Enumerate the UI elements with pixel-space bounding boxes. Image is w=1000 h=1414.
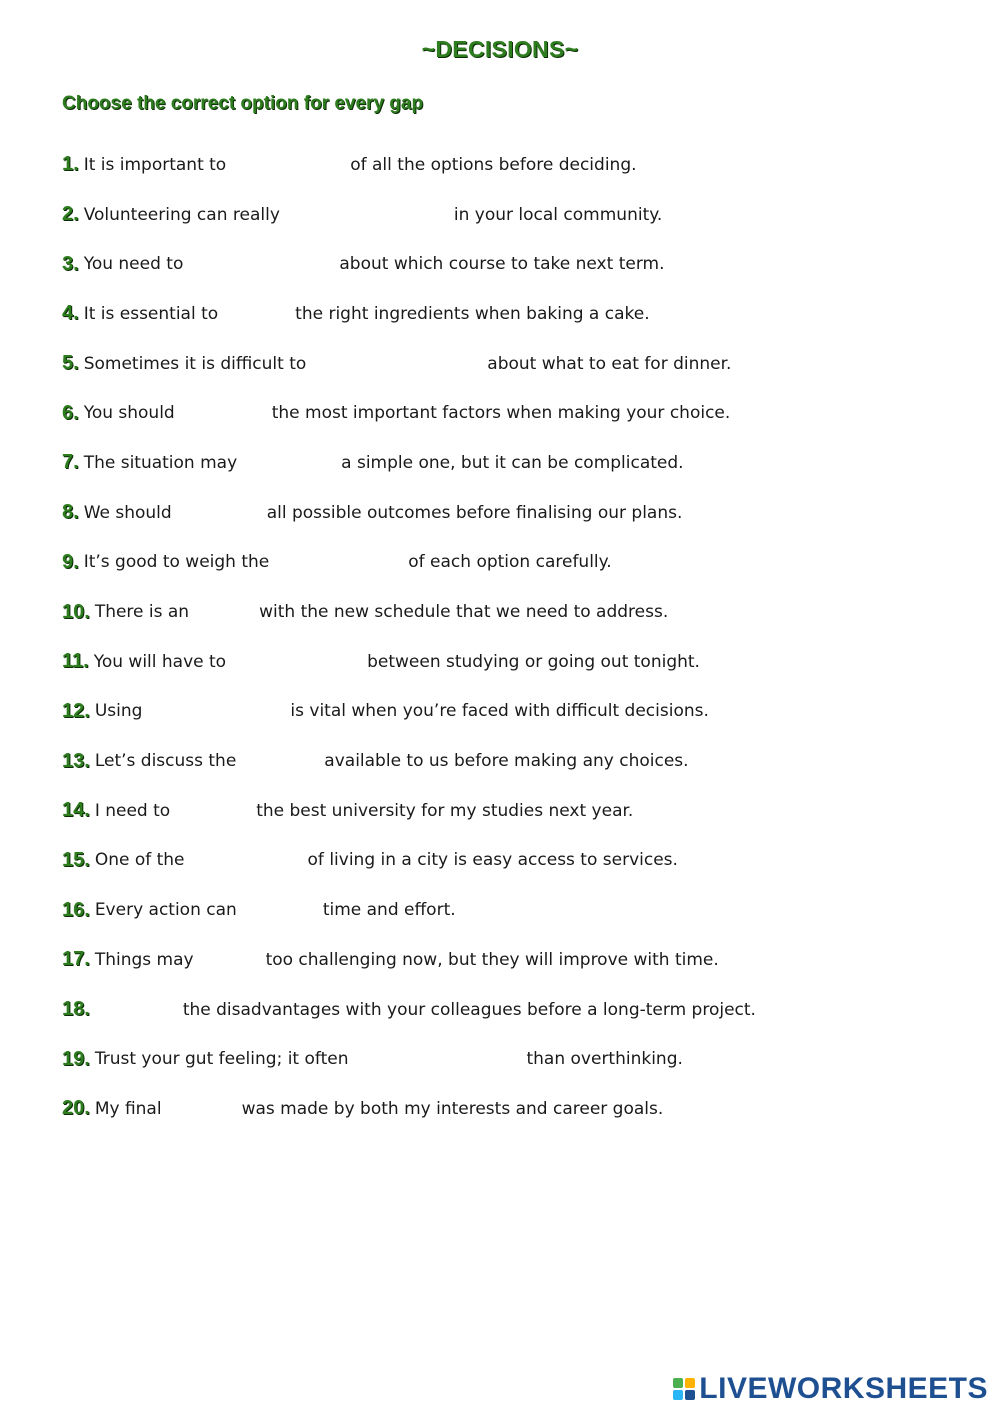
answer-gap[interactable] <box>142 701 290 721</box>
question-item <box>62 687 962 737</box>
question-text-after: of each option carefully. <box>408 552 612 573</box>
worksheet-title: ~DECISIONS~ <box>421 36 579 62</box>
question-number: 11. <box>62 650 89 673</box>
question-text-after: between studying or going out tonight. <box>367 651 700 672</box>
logo-text: LIVEWORKSHEETS <box>699 1372 988 1405</box>
question-item <box>62 140 962 190</box>
question-item <box>62 836 962 886</box>
question-text-after: the best university for my studies next year. <box>256 800 634 821</box>
question-number: 18. <box>62 998 90 1021</box>
question-text-before: One of the <box>94 850 185 871</box>
answer-gap[interactable] <box>175 403 272 423</box>
question-item <box>62 786 962 836</box>
question-text-before: I need to <box>94 800 171 821</box>
question-text-after: too challenging now, but they will improve with time. <box>265 949 719 970</box>
question-text-before: The situation may <box>83 452 238 473</box>
question-text-after: about what to eat for dinner. <box>487 353 732 374</box>
question-number: 6. <box>62 401 79 424</box>
question-text-after: about which course to take next term. <box>339 254 665 275</box>
question-text-before: You need to <box>83 254 184 275</box>
question-number: 10. <box>62 600 90 623</box>
question-text-before: It’s good to weigh the <box>83 552 270 573</box>
question-text-after: with the new schedule that we need to address. <box>259 602 669 623</box>
question-number: 2. <box>62 203 79 226</box>
question-item <box>62 239 962 289</box>
answer-gap[interactable] <box>185 850 308 870</box>
question-text-before: Every action can <box>94 900 237 921</box>
question-number: 12. <box>62 699 90 722</box>
answer-gap[interactable] <box>237 453 341 473</box>
answer-gap[interactable] <box>237 900 323 920</box>
question-text-before: Trust your gut feeling; it often <box>94 1049 349 1070</box>
question-text-before: Volunteering can really <box>83 204 280 225</box>
question-text-after: of all the options before deciding. <box>350 154 637 175</box>
question-text-before: We should <box>83 502 172 523</box>
worksheet-instruction: Choose the correct option for every gap <box>62 93 424 114</box>
question-text-after: time and effort. <box>322 900 456 921</box>
question-text-after: was made by both my interests and career goals. <box>241 1098 664 1119</box>
question-text-after: the right ingredients when baking a cake. <box>295 303 650 324</box>
question-number: 14. <box>62 799 90 822</box>
question-item <box>62 190 962 240</box>
answer-gap[interactable] <box>194 950 266 970</box>
question-text-after: available to us before making any choices. <box>324 751 689 772</box>
question-number: 17. <box>62 948 90 971</box>
question-text-before: Sometimes it is difficult to <box>83 353 307 374</box>
answer-gap[interactable] <box>280 205 454 225</box>
question-item <box>62 935 962 985</box>
answer-gap[interactable] <box>226 155 350 175</box>
question-text-before: My final <box>94 1098 162 1119</box>
answer-gap[interactable] <box>236 751 324 771</box>
answer-gap[interactable] <box>306 354 487 374</box>
answer-gap[interactable] <box>162 1099 242 1119</box>
question-number: 7. <box>62 451 79 474</box>
question-number: 20. <box>62 1097 90 1120</box>
question-text-after: of living in a city is easy access to services. <box>307 850 678 871</box>
question-item <box>62 637 962 687</box>
question-item <box>62 985 962 1035</box>
question-item <box>62 885 962 935</box>
question-number: 15. <box>62 848 90 871</box>
question-item <box>62 1034 962 1084</box>
question-number: 3. <box>62 252 79 275</box>
answer-gap[interactable] <box>189 602 259 622</box>
question-item <box>62 438 962 488</box>
question-text-before: Things may <box>94 949 194 970</box>
question-item <box>62 388 962 438</box>
question-text-after: a simple one, but it can be complicated. <box>341 452 684 473</box>
answer-gap[interactable] <box>348 1049 526 1069</box>
question-text-after: than overthinking. <box>526 1049 683 1070</box>
question-text-after: in your local community. <box>453 204 663 225</box>
answer-gap[interactable] <box>170 801 256 821</box>
question-item <box>62 289 962 339</box>
question-item <box>62 736 962 786</box>
question-number: 8. <box>62 501 79 524</box>
question-item <box>62 1084 962 1134</box>
answer-gap[interactable] <box>218 304 295 324</box>
answer-gap[interactable] <box>95 1000 183 1020</box>
question-item <box>62 488 962 538</box>
question-text-before: There is an <box>94 602 190 623</box>
question-number: 1. <box>62 153 79 176</box>
question-text-after: the most important factors when making your choice. <box>271 403 731 424</box>
liveworksheets-logo <box>673 1372 988 1406</box>
question-number: 5. <box>62 352 79 375</box>
question-item <box>62 587 962 637</box>
question-text-before: You will have to <box>93 651 227 672</box>
answer-gap[interactable] <box>172 503 267 523</box>
question-text-before: Using <box>94 701 143 722</box>
question-item <box>62 538 962 588</box>
question-number: 9. <box>62 550 79 573</box>
question-text-after: the disadvantages with your colleagues before a long-term project. <box>182 999 756 1020</box>
answer-gap[interactable] <box>183 254 339 274</box>
question-text-before: It is essential to <box>83 303 219 324</box>
question-number: 13. <box>62 749 90 772</box>
question-number: 19. <box>62 1047 90 1070</box>
question-text-before: Let’s discuss the <box>94 751 237 772</box>
question-item <box>62 339 962 389</box>
question-text-after: all possible outcomes before finalising our plans. <box>266 502 683 523</box>
question-text-after: is vital when you’re faced with difficult decisions. <box>290 701 709 722</box>
question-number: 4. <box>62 302 79 325</box>
question-text-before: You should <box>83 403 175 424</box>
question-list <box>62 140 962 1134</box>
question-number: 16. <box>62 898 90 921</box>
liveworksheets-logo-icon <box>673 1378 695 1400</box>
question-text-before: It is important to <box>83 154 227 175</box>
answer-gap[interactable] <box>269 552 408 572</box>
answer-gap[interactable] <box>226 652 367 672</box>
